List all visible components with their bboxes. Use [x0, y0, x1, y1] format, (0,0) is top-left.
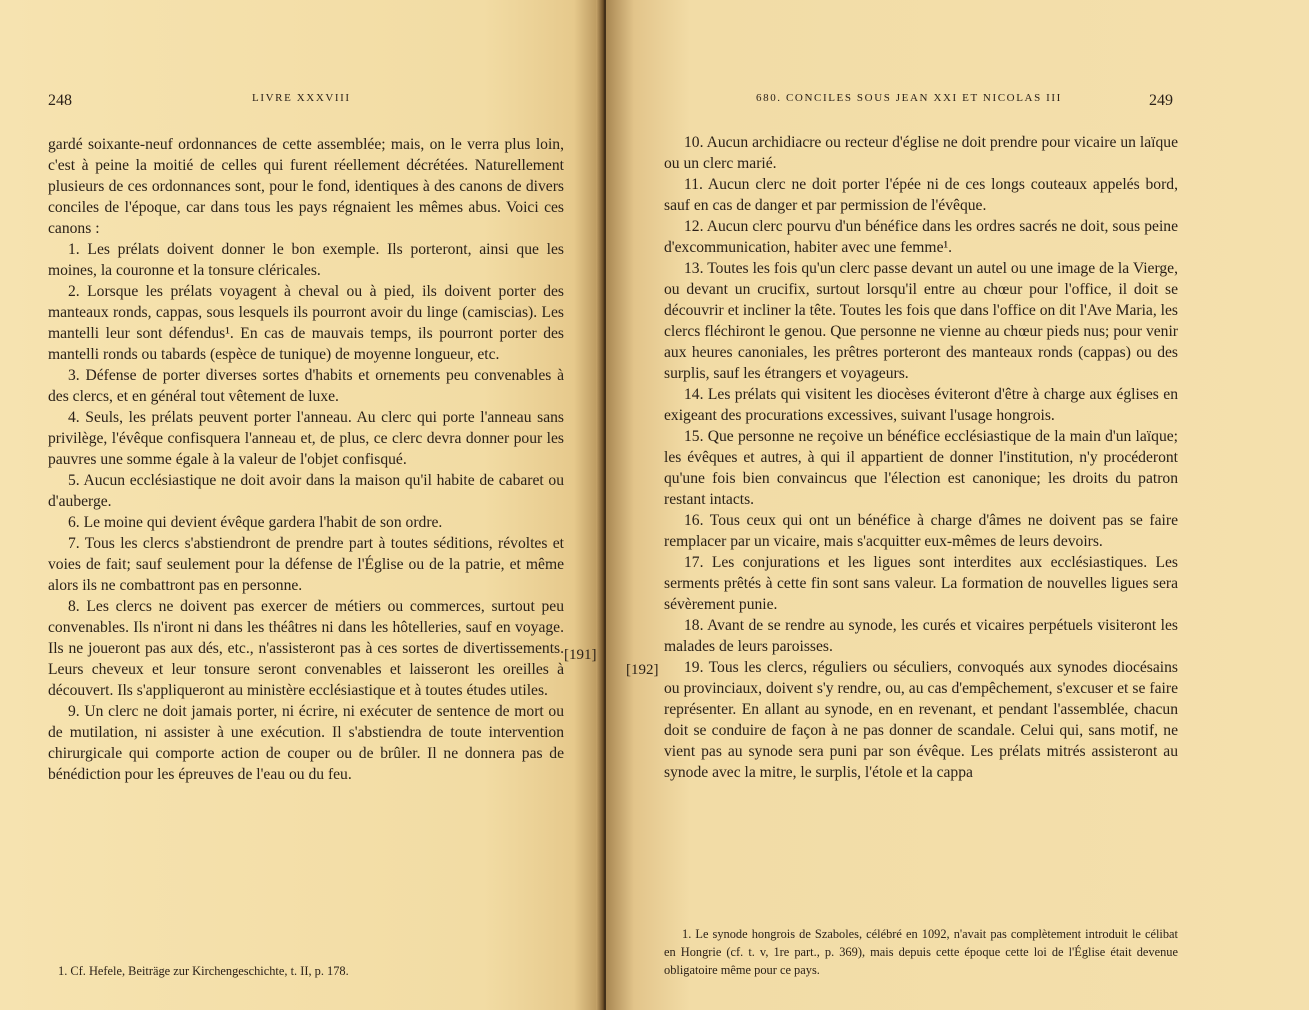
- right-page-number: 249: [1149, 92, 1173, 109]
- left-paragraph: 4. Seuls, les prélats peuvent porter l'anneau. Au clerc qui porte l'anneau sans privilège, l'évêque confisquera l'anneau et, de plus, ce clerc devra donner pour les pauvres une somme égale à la valeur de l'objet confisqué.: [48, 409, 564, 468]
- right-body-text: [664, 132, 1178, 783]
- right-paragraph: 14. Les prélats qui visitent les diocèses éviteront d'être à charge aux églises en exigeant des procurations excessives, suivant l'usage hongrois.: [664, 386, 1178, 424]
- right-margin-marker: [192]: [626, 662, 659, 678]
- right-paragraph: 19. Tous les clercs, réguliers ou séculiers, convoqués aux synodes diocésains ou provinciaux, doivent s'y rendre, ou, au cas d'empêchement, s'excuser et se faire représenter. En allant au synode, en en revenant, et pendant l'assemblée, chacun doit se conduire de façon à ne pas donner de scandale. Celui qui, sans motif, ne vient pas au synode sera puni par son évêque. Les prélats mitrés assisteront au synode avec la mitre, le surplis, l'étole et la cappa: [664, 659, 1178, 781]
- right-paragraph: 11. Aucun clerc ne doit porter l'épée ni de ces longs couteaux appelés bord, sauf en cas de danger et par permission de l'évêque.: [664, 176, 1178, 214]
- right-page: [606, 0, 1309, 1010]
- left-paragraph: 8. Les clercs ne doivent pas exercer de métiers ou commerces, surtout peu convenables. Ils n'iront ni dans les théâtres ni dans les hôtelleries, sauf en voyage. Ils ne joueront pas aux dés, etc., n'assisteront pas à ces sortes de divertissements. Leurs cheveux et leur tonsure seront convenables et laisseront les oreilles à découvert. Ils s'appliqueront au ministère ecclésiastique et à toutes études utiles.: [48, 598, 564, 699]
- left-running-header: LIVRE XXXVIII: [252, 92, 351, 104]
- right-footnote: [664, 925, 1178, 979]
- right-paragraph: 10. Aucun archidiacre ou recteur d'église ne doit prendre pour vicaire un laïque ou un clerc marié.: [664, 134, 1178, 172]
- right-paragraph: 13. Toutes les fois qu'un clerc passe devant un autel ou une image de la Vierge, ou devant un crucifix, surtout lorsqu'il entre au chœur pour l'office, il doit se découvrir et incliner la tête. Toutes les fois que dans l'office on dit l'Ave Maria, les clercs fléchiront le genou. Que personne ne vienne au chœur pieds nus; pour venir aux heures canoniales, les prêtres porteront des manteaux ronds (cappas) ou des surplis, sauf les étrangers et voyageurs.: [664, 260, 1178, 382]
- left-paragraph: 5. Aucun ecclésiastique ne doit avoir dans la maison qu'il habite de cabaret ou d'auberge.: [48, 472, 564, 510]
- left-margin-marker: [191]: [564, 647, 597, 663]
- left-footnote-text: 1. Cf. Hefele, Beiträge zur Kirchengeschichte, t. II, p. 178.: [58, 964, 349, 978]
- left-page-number: 248: [48, 92, 72, 109]
- right-footnote-text: 1. Le synode hongrois de Szaboles, célébré en 1092, n'avait pas complètement introduit le célibat en Hongrie (cf. t. v, 1re part., p. 369), mais depuis cette époque cette loi de l'Église était devenue obligatoire même pour ce pays.: [664, 927, 1178, 977]
- right-paragraph: 15. Que personne ne reçoive un bénéfice ecclésiastique de la main d'un laïque; les évêques et autres, à qui il appartient de donner l'institution, n'y procéderont qu'une fois bien convaincus que l'élection est canonique; les droits du patron restant intacts.: [664, 428, 1178, 508]
- right-paragraph: 12. Aucun clerc pourvu d'un bénéfice dans les ordres sacrés ne doit, sous peine d'excommunication, habiter avec une femme¹.: [664, 218, 1178, 256]
- right-paragraph: 18. Avant de se rendre au synode, les curés et vicaires perpétuels visiteront les malades de leurs paroisses.: [664, 617, 1178, 655]
- left-paragraph: 7. Tous les clercs s'abstiendront de prendre part à toutes séditions, révoltes et voies de fait; sauf seulement pour la défense de l'Église ou de la patrie, et même alors ils ne combattront pas en personne.: [48, 535, 564, 594]
- right-running-header: 680. CONCILES SOUS JEAN XXI ET NICOLAS III: [756, 92, 1062, 104]
- right-paragraph: 17. Les conjurations et les ligues sont interdites aux ecclésiastiques. Les serments prêtés à cette fin sont sans valeur. La formation de nouvelles ligues sera sévèrement punie.: [664, 554, 1178, 613]
- right-paragraph: 16. Tous ceux qui ont un bénéfice à charge d'âmes ne doivent pas se faire remplacer par un vicaire, mais s'acquitter eux-mêmes de leurs devoirs.: [664, 512, 1178, 550]
- left-paragraph: 9. Un clerc ne doit jamais porter, ni écrire, ni exécuter de sentence de mort ou de mutilation, ni assister à une exécution. Il s'abstiendra de toute intervention chirurgicale qui comporte action de couper ou de brûler. Il ne donnera pas de bénédiction pour les épreuves de l'eau ou du feu.: [48, 703, 564, 783]
- left-paragraph: gardé soixante-neuf ordonnances de cette assemblée; mais, on le verra plus loin, c'est à peine la moitié de celles qui furent réellement décrétées. Naturellement plusieurs de ces ordonnances sont, pour le fond, identiques à des canons de divers conciles de l'époque, car dans tous les pays régnaient les mêmes abus. Voici ces canons :: [48, 136, 564, 237]
- left-paragraph: 1. Les prélats doivent donner le bon exemple. Ils porteront, ainsi que les moines, la couronne et la tonsure cléricales.: [48, 241, 564, 279]
- left-footnote: [58, 962, 558, 980]
- left-page: [0, 0, 604, 1010]
- left-paragraph: 3. Défense de porter diverses sortes d'habits et ornements peu convenables à des clercs, et en général tout vêtement de luxe.: [48, 367, 564, 405]
- left-body-text: [48, 134, 564, 785]
- left-paragraph: 6. Le moine qui devient évêque gardera l'habit de son ordre.: [68, 514, 443, 531]
- left-paragraph: 2. Lorsque les prélats voyagent à cheval ou à pied, ils doivent porter des manteaux ronds, cappas, sous lesquels ils pourront avoir du linge (camiscias). Les mantelli leur sont défendus¹. En cas de mauvais temps, ils pourront porter des mantelli ronds ou tabards (espèce de tunique) de moyenne longueur, etc.: [48, 283, 564, 363]
